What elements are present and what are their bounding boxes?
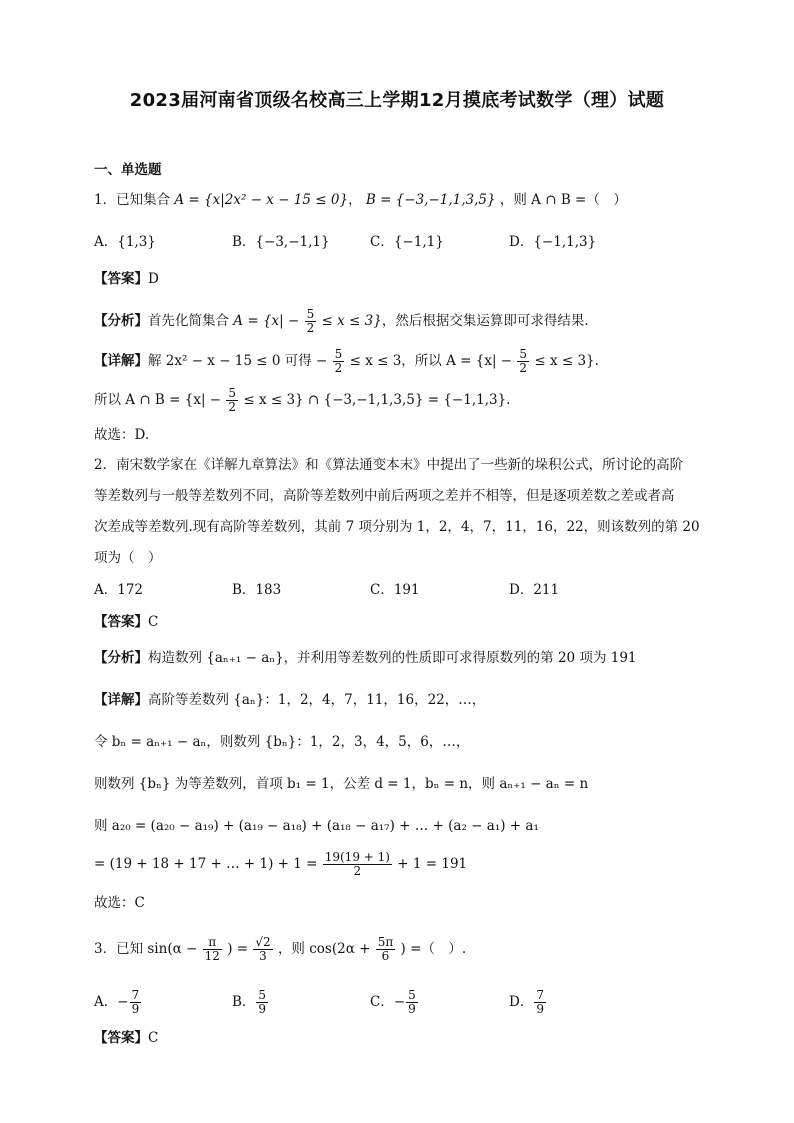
q2-stem-line-1: 2．南宋数学家在《详解九章算法》和《算法通变本末》中提出了一些新的垛积公式，所讨论的高阶 xyxy=(94,457,684,473)
frac-den: 9 xyxy=(536,1002,544,1016)
q2-analysis-tag: 【分析】 xyxy=(94,650,148,666)
frac-num: 7 xyxy=(536,988,544,1002)
q1-detail-a: 解 2x² − x − 15 ≤ 0 可得 − xyxy=(148,353,328,369)
frac-den: 2 xyxy=(306,321,315,335)
frac-den: 9 xyxy=(131,1002,140,1016)
frac-num: 5 xyxy=(334,347,343,361)
frac-num: 5 xyxy=(519,347,528,361)
q3-stem xyxy=(94,932,466,966)
frac-den: 6 xyxy=(381,949,390,963)
q1-detail-tag: 【详解】 xyxy=(94,353,148,369)
q1-analysis-set: A = {x| − xyxy=(233,313,300,329)
page-title: 2023届河南省顶级名校高三上学期12月摸底考试数学（理）试题 xyxy=(129,90,665,111)
q1-analysis-set-tail: ≤ x ≤ 3} xyxy=(321,313,382,329)
q1-ask: ，则 A ∩ B =（ ） xyxy=(499,192,627,208)
q2-detail-3: 则数列 {bₙ} 为等差数列，首项 b₁ = 1，公差 d = 1，bₙ = n，则 aₙ₊₁ − aₙ = n xyxy=(94,776,589,792)
frac-den: 2 xyxy=(353,864,362,878)
q1-detail-frac-1 xyxy=(333,348,345,375)
q2-detail5-b: + 1 = 191 xyxy=(397,856,468,872)
q2-detail1-text: 高阶等差数列 {aₙ}：1，2，4，7，11，16，22，…， xyxy=(148,692,486,708)
q3-option-d[interactable] xyxy=(509,986,547,1018)
q2-detail-4: 则 a₂₀ = (a₂₀ − a₁₉) + (a₁₉ − a₁₈) + (a₁₈ − a₁₇) + … + (a₂ − a₁) + a₁ xyxy=(94,818,539,834)
q3-option-frac xyxy=(256,989,268,1016)
frac-den: 9 xyxy=(258,1002,267,1016)
q3-frac-root xyxy=(253,936,272,963)
q1-option-b[interactable]: B．{−3,−1,1} xyxy=(232,234,330,250)
q1-set-a: A = {x|2x² − x − 15 ≤ 0} xyxy=(174,192,349,208)
q3-option-frac xyxy=(534,989,546,1016)
q2-option-c[interactable]: C．191 xyxy=(370,582,420,598)
q3-option-frac xyxy=(130,989,142,1016)
q2-detail-tag: 【详解】 xyxy=(94,692,148,708)
q1-option-c[interactable]: C．{−1,1} xyxy=(370,234,444,250)
frac-den: 9 xyxy=(408,1002,416,1016)
q2-stem-line-4: 项为（ ） xyxy=(94,550,162,566)
section-heading: 一、单选题 xyxy=(94,162,162,178)
q3-stem-c: ，则 cos(2α + xyxy=(277,941,371,957)
q3-stem-a: 3．已知 sin(α − xyxy=(94,941,198,957)
q2-answer-value: C xyxy=(148,614,159,630)
q2-analysis xyxy=(94,648,637,668)
q3-answer-tag: 【答案】 xyxy=(94,1030,148,1046)
q1-answer xyxy=(94,269,159,289)
q1-option-a[interactable]: A．{1,3} xyxy=(94,234,156,250)
q1-analysis-tail: ，然后根据交集运算即可求得结果. xyxy=(381,313,589,329)
q3-option-label: B． xyxy=(232,994,256,1010)
q2-stem-line-3: 次差成等差数列.现有高阶等差数列，其前 7 项分别为 1，2，4，7，11，16，22，则该数列的第 20 xyxy=(94,519,700,535)
q3-answer xyxy=(94,1028,158,1048)
q1-detail xyxy=(94,346,599,376)
q3-frac-5pi xyxy=(376,936,396,963)
q3-answer-value: C xyxy=(148,1030,159,1046)
q2-detail-1 xyxy=(94,690,485,710)
frac-num: √2 xyxy=(255,935,271,949)
q1-detail2-b: ≤ x ≤ 3} ∩ {−3,−1,1,3,5} = {−1,1,3}. xyxy=(243,392,511,408)
q1-answer-tag: 【答案】 xyxy=(94,271,148,287)
q1-conclusion: 故选：D. xyxy=(94,427,150,443)
q3-stem-b: ) = xyxy=(227,941,249,957)
q1-detail-c: ≤ x ≤ 3}. xyxy=(534,353,599,369)
q1-detail-2 xyxy=(94,385,510,415)
q2-analysis-text: 构造数列 {aₙ₊₁ − aₙ}，并利用等差数列的性质即可求得原数列的第 20 项为 191 xyxy=(148,650,637,666)
frac-den: 2 xyxy=(334,361,343,375)
q3-option-sign: − xyxy=(117,994,129,1010)
q3-option-label: A． xyxy=(94,994,118,1010)
q1-stem-text: 1．已知集合 xyxy=(94,192,171,208)
q2-option-d[interactable]: D．211 xyxy=(509,582,560,598)
q3-option-b[interactable] xyxy=(232,986,269,1018)
q3-option-c[interactable] xyxy=(370,986,419,1018)
q2-detail-2: 令 bₙ = aₙ₊₁ − aₙ，则数列 {bₙ}：1，2，3，4，5，6，…， xyxy=(94,734,470,750)
q2-stem-line-2: 等差数列与一般等差数列不同，高阶等差数列中前后两项之差并不相等，但是逐项差数之差或者高 xyxy=(94,488,675,504)
q3-option-label: C． xyxy=(370,994,394,1010)
frac-num: 7 xyxy=(131,988,140,1002)
q3-option-a[interactable] xyxy=(94,986,142,1018)
q1-answer-value: D xyxy=(148,271,159,287)
q1-detail-frac-2 xyxy=(517,348,529,375)
q3-stem-d: ) =（ ）. xyxy=(400,941,467,957)
q3-option-sign: − xyxy=(393,994,406,1010)
q1-detail2-a: 所以 A ∩ B = {x| − xyxy=(94,392,222,408)
q1-set-b: B = {−3,−1,1,3,5} xyxy=(365,192,496,208)
q1-option-d[interactable]: D．{−1,1,3} xyxy=(509,234,597,250)
frac-num: 5 xyxy=(408,988,416,1002)
q1-analysis-frac xyxy=(305,308,317,335)
q3-option-frac xyxy=(406,989,418,1016)
q2-option-a[interactable]: A．172 xyxy=(94,582,144,598)
q3-option-label: D． xyxy=(509,994,534,1010)
q1-analysis xyxy=(94,306,589,336)
q2-detail5-frac xyxy=(323,851,392,878)
q2-answer-tag: 【答案】 xyxy=(94,614,148,630)
frac-num: π xyxy=(203,936,222,950)
q2-conclusion: 故选：C xyxy=(94,895,145,911)
q1-stem xyxy=(94,190,627,210)
frac-num: 5 xyxy=(306,307,315,321)
q2-answer xyxy=(94,612,158,632)
frac-num: 5 xyxy=(228,386,237,400)
q3-frac-pi xyxy=(203,936,222,963)
frac-num: 19(19 + 1) xyxy=(324,850,390,864)
q1-detail2-frac xyxy=(226,387,238,414)
q1-analysis-text: 首先化简集合 xyxy=(148,313,229,329)
frac-den: 3 xyxy=(259,949,267,963)
frac-den: 2 xyxy=(519,361,528,375)
q1-sep: ， xyxy=(348,192,362,208)
q1-detail-b: ≤ x ≤ 3，所以 A = {x| − xyxy=(349,353,513,369)
frac-den: 2 xyxy=(228,400,237,414)
frac-num: 5 xyxy=(258,988,267,1002)
frac-num: 5π xyxy=(377,935,394,949)
q2-detail5-a: = (19 + 18 + 17 + … + 1) + 1 = xyxy=(94,856,318,872)
q1-analysis-tag: 【分析】 xyxy=(94,313,148,329)
q2-detail-5 xyxy=(94,848,467,880)
frac-den: 12 xyxy=(204,949,220,963)
q2-option-b[interactable]: B．183 xyxy=(232,582,282,598)
